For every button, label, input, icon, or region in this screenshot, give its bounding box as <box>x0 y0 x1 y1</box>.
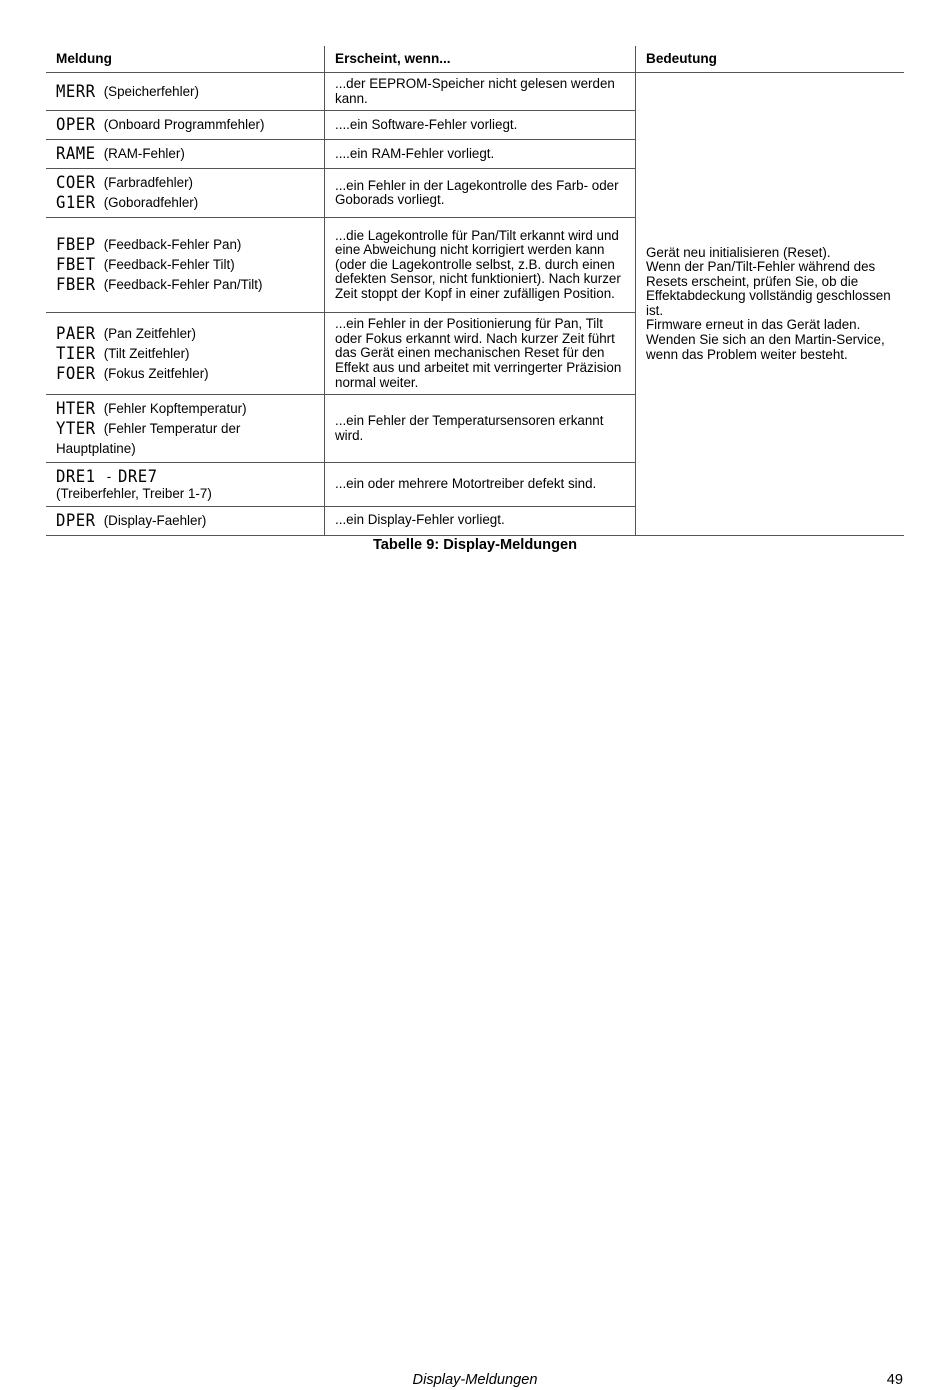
display-code: DRE7 <box>117 467 158 488</box>
header-meldung: Meldung <box>46 46 325 73</box>
message-cell <box>46 111 325 140</box>
display-code: RAME <box>56 144 96 165</box>
code-label: (Fehler Temperatur der Hauptplatine) <box>56 421 241 457</box>
condition-cell: ...ein Fehler der Temperatursensoren erkannt wird. <box>325 395 636 463</box>
table-row <box>46 73 904 111</box>
display-code: HTER <box>56 399 96 420</box>
code-label: (Pan Zeitfehler) <box>103 325 196 341</box>
display-code: YTER <box>56 419 96 440</box>
message-cell <box>46 313 325 395</box>
condition-cell: ...ein Fehler in der Lagekontrolle des Farb- oder Goborads vorliegt. <box>325 169 636 218</box>
display-code: OPER <box>56 115 96 136</box>
table-header-row <box>46 46 904 73</box>
code-label: (Fokus Zeitfehler) <box>103 365 209 381</box>
condition-cell: ...ein Fehler in der Positionierung für Pan, Tilt oder Fokus erkannt wird. Nach kurzer Zeit führt das Gerät einen mechanischen Reset für den Effekt aus und arbeitet mit verringerter Präzision normal weiter. <box>325 313 636 395</box>
display-code: TIER <box>56 343 96 364</box>
display-code: PAER <box>56 323 96 344</box>
code-label: (RAM-Fehler) <box>103 146 185 162</box>
meaning-cell <box>636 73 905 536</box>
condition-cell: ....ein RAM-Fehler vorliegt. <box>325 140 636 169</box>
code-label: (Goboradfehler) <box>103 195 199 211</box>
display-code: COER <box>56 173 96 194</box>
condition-cell: ...ein Display-Fehler vorliegt. <box>325 506 636 535</box>
display-code: FBER <box>56 275 96 296</box>
display-code: DPER <box>56 510 96 531</box>
condition-cell: ...der EEPROM-Speicher nicht gelesen werden kann. <box>325 73 636 111</box>
meaning-line: Firmware erneut in das Gerät laden. <box>646 317 861 333</box>
meaning-line: Wenn der Pan/Tilt-Fehler während des Resets erscheint, prüfen Sie, ob die Effektabdeckung vollständig geschlossen ist. <box>646 259 891 318</box>
code-label: (Display-Faehler) <box>103 512 207 528</box>
page-number: 49 <box>886 1372 903 1388</box>
code-label: (Feedback-Fehler Tilt) <box>103 257 235 273</box>
code-label: (Tilt Zeitfehler) <box>103 345 190 361</box>
display-code: FBEP <box>56 235 96 256</box>
condition-cell: ....ein Software-Fehler vorliegt. <box>325 111 636 140</box>
message-cell <box>46 140 325 169</box>
meaning-line: Wenden Sie sich an den Martin-Service, wenn das Problem weiter besteht. <box>646 332 885 362</box>
code-label: (Treiberfehler, Treiber 1-7) <box>56 486 212 502</box>
header-bedeutung: Bedeutung <box>636 46 905 73</box>
message-cell <box>46 169 325 218</box>
header-erscheint: Erscheint, wenn... <box>325 46 636 73</box>
message-cell <box>46 73 325 111</box>
footer-section-title: Display-Meldungen <box>412 1372 538 1388</box>
display-code: MERR <box>56 81 96 102</box>
display-code: DRE1 <box>56 467 96 488</box>
display-code: G1ER <box>56 193 96 214</box>
message-cell <box>46 506 325 535</box>
condition-cell: ...die Lagekontrolle für Pan/Tilt erkannt wird und eine Abweichung nicht korrigiert werden kann (oder die Lagekontrolle selbst, z.B. durch einen defekten Sensor, nicht funktioniert). Nach kurzer Zeit stoppt der Kopf in einer zufälligen Position. <box>325 218 636 313</box>
message-cell <box>46 395 325 463</box>
code-label: (Fehler Kopftemperatur) <box>103 401 247 417</box>
code-label: (Feedback-Fehler Pan/Tilt) <box>103 277 263 293</box>
display-code: FOER <box>56 363 96 384</box>
code-label: (Onboard Programmfehler) <box>103 117 265 133</box>
table-caption: Tabelle 9: Display-Meldungen <box>372 537 578 553</box>
code-label: (Farbradfehler) <box>103 175 193 191</box>
code-range-separator: - <box>106 469 112 485</box>
message-cell <box>46 463 325 507</box>
display-messages-table <box>46 46 904 536</box>
message-cell <box>46 218 325 313</box>
code-label: (Speicherfehler) <box>103 83 199 99</box>
code-label: (Feedback-Fehler Pan) <box>103 237 242 253</box>
display-code: FBET <box>56 255 96 276</box>
meaning-line: Gerät neu initialisieren (Reset). <box>646 244 831 260</box>
condition-cell: ...ein oder mehrere Motortreiber defekt sind. <box>325 463 636 507</box>
